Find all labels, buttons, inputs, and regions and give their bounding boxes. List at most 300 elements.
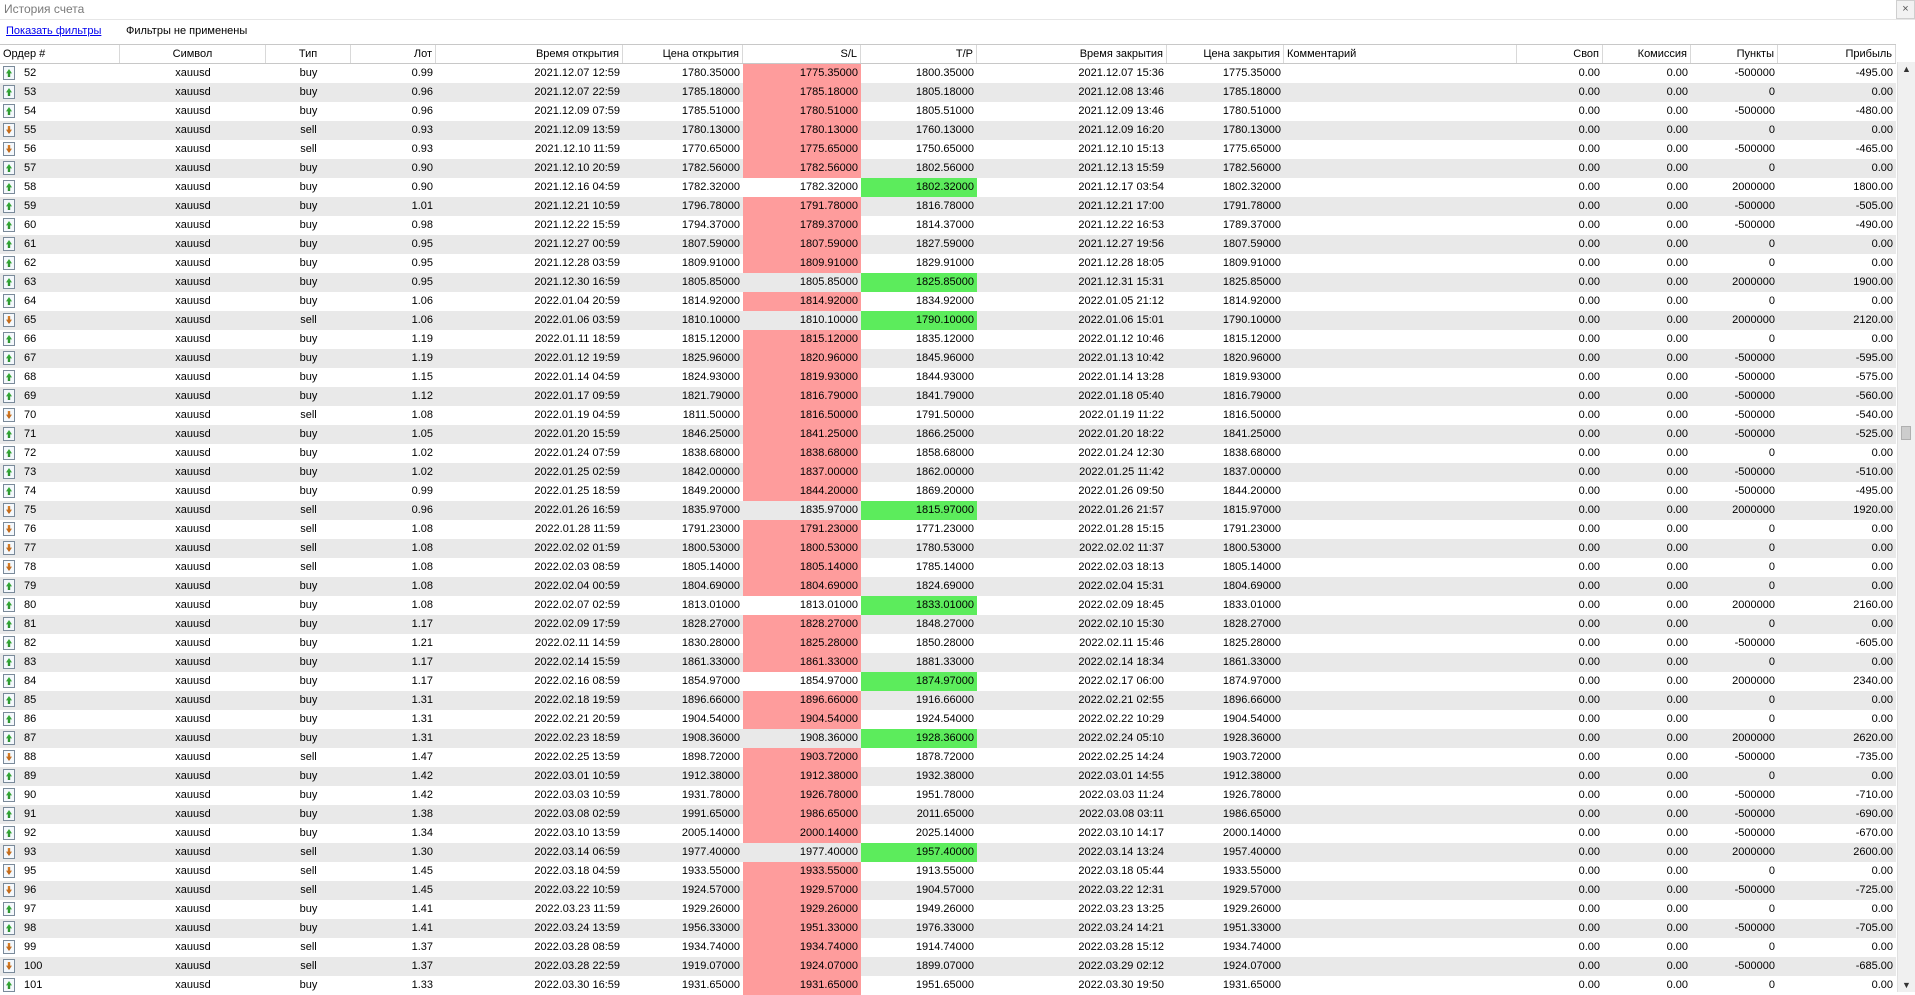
table-row[interactable]: [0, 919, 1896, 938]
lot-cell: 1.45: [411, 884, 433, 896]
type-cell: buy: [299, 390, 318, 402]
close-price-cell: 1815.97000: [1222, 504, 1281, 516]
vertical-scrollbar[interactable]: [1897, 62, 1915, 992]
symbol-cell: xauusd: [175, 922, 211, 934]
open-time-cell: 2021.12.30 16:59: [534, 276, 620, 288]
sl-cell: 1775.35000: [743, 64, 861, 83]
sl-cell: 1816.50000: [743, 406, 861, 425]
comment-cell: [1284, 425, 1517, 444]
column-header-commission[interactable]: Комиссия: [1603, 45, 1691, 63]
table-row[interactable]: [0, 900, 1896, 919]
swap-cell: 0.00: [1578, 409, 1600, 421]
comment-cell: [1284, 805, 1517, 824]
table-row[interactable]: [0, 311, 1896, 330]
tp-cell: 1771.23000: [915, 523, 974, 535]
sell-order-icon: [3, 959, 15, 973]
close-price-cell: 1833.01000: [1222, 599, 1281, 611]
table-row[interactable]: [0, 159, 1896, 178]
lot-cell: 1.08: [411, 599, 433, 611]
comment-cell: [1284, 691, 1517, 710]
swap-cell: 0.00: [1578, 447, 1600, 459]
lot-cell: 0.90: [411, 162, 433, 174]
table-row[interactable]: [0, 539, 1896, 558]
points-cell: -500000: [1734, 960, 1775, 972]
profit-cell: -690.00: [1855, 808, 1893, 820]
tp-cell: 1835.12000: [915, 333, 974, 345]
symbol-cell: xauusd: [175, 314, 211, 326]
lot-cell: 0.96: [411, 105, 433, 117]
close-time-cell: 2022.03.10 14:17: [1078, 827, 1164, 839]
points-cell: 0: [1768, 580, 1775, 592]
profit-cell: -540.00: [1855, 409, 1893, 421]
swap-cell: 0.00: [1578, 314, 1600, 326]
buy-order-icon: [3, 902, 15, 916]
commission-cell: 0.00: [1666, 238, 1688, 250]
open-time-cell: 2021.12.07 22:59: [534, 86, 620, 98]
table-row[interactable]: [0, 64, 1896, 83]
table-row[interactable]: [0, 748, 1896, 767]
lot-cell: 1.15: [411, 371, 433, 383]
profit-cell: 1800.00: [1853, 181, 1893, 193]
close-time-cell: 2022.01.12 10:46: [1078, 333, 1164, 345]
comment-cell: [1284, 577, 1517, 596]
open-price-cell: 1933.55000: [681, 865, 740, 877]
order-cell: [0, 691, 120, 710]
table-row[interactable]: [0, 596, 1896, 615]
column-header-order[interactable]: Ордер #: [0, 45, 120, 63]
commission-cell: 0.00: [1666, 523, 1688, 535]
open-price-cell: 1838.68000: [681, 447, 740, 459]
type-cell: buy: [299, 789, 318, 801]
order-number: 77: [24, 542, 37, 554]
table-row[interactable]: [0, 862, 1896, 881]
symbol-cell: xauusd: [175, 751, 211, 763]
table-row[interactable]: [0, 691, 1896, 710]
symbol-cell: xauusd: [175, 637, 211, 649]
commission-cell: 0.00: [1666, 485, 1688, 497]
tp-cell: 1800.35000: [915, 67, 974, 79]
profit-cell: -705.00: [1855, 922, 1893, 934]
lot-cell: 1.21: [411, 637, 433, 649]
commission-cell: 0.00: [1666, 675, 1688, 687]
open-time-cell: 2021.12.27 00:59: [534, 238, 620, 250]
table-row[interactable]: [0, 786, 1896, 805]
scroll-thumb[interactable]: [1901, 426, 1911, 440]
close-time-cell: 2022.02.22 10:29: [1078, 713, 1164, 725]
close-price-cell: 1825.28000: [1222, 637, 1281, 649]
table-row[interactable]: [0, 824, 1896, 843]
comment-cell: [1284, 368, 1517, 387]
symbol-cell: xauusd: [175, 675, 211, 687]
close-time-cell: 2022.01.26 21:57: [1078, 504, 1164, 516]
buy-order-icon: [3, 788, 15, 802]
buy-order-icon: [3, 389, 15, 403]
buy-order-icon: [3, 579, 15, 593]
sl-cell: 1780.51000: [743, 102, 861, 121]
table-row[interactable]: [0, 577, 1896, 596]
close-price-cell: 1789.37000: [1222, 219, 1281, 231]
open-time-cell: 2022.03.01 10:59: [534, 770, 620, 782]
table-row[interactable]: [0, 843, 1896, 862]
lot-cell: 1.30: [411, 846, 433, 858]
scroll-up-icon[interactable]: ▲: [1902, 64, 1911, 74]
column-header-swap[interactable]: Своп: [1517, 45, 1603, 63]
table-row[interactable]: [0, 425, 1896, 444]
lot-cell: 1.47: [411, 751, 433, 763]
symbol-cell: xauusd: [175, 523, 211, 535]
column-header-close-price[interactable]: Цена закрытия: [1167, 45, 1284, 63]
commission-cell: 0.00: [1666, 371, 1688, 383]
open-price-cell: 1830.28000: [681, 637, 740, 649]
close-time-cell: 2021.12.10 15:13: [1078, 143, 1164, 155]
open-price-cell: 1956.33000: [681, 922, 740, 934]
column-header-tp[interactable]: T/P: [861, 45, 977, 63]
lot-cell: 0.99: [411, 485, 433, 497]
table-row[interactable]: [0, 235, 1896, 254]
comment-cell: [1284, 729, 1517, 748]
swap-cell: 0.00: [1578, 523, 1600, 535]
close-price-cell: 1805.14000: [1222, 561, 1281, 573]
profit-cell: 0.00: [1871, 770, 1893, 782]
column-header-open-time[interactable]: Время открытия: [436, 45, 623, 63]
table-row[interactable]: [0, 102, 1896, 121]
open-price-cell: 1782.56000: [681, 162, 740, 174]
order-cell: [0, 957, 120, 976]
type-cell: buy: [299, 219, 318, 231]
type-cell: buy: [299, 808, 318, 820]
open-time-cell: 2022.02.07 02:59: [534, 599, 620, 611]
profit-cell: -495.00: [1855, 485, 1893, 497]
comment-cell: [1284, 539, 1517, 558]
table-row[interactable]: [0, 653, 1896, 672]
type-cell: sell: [300, 542, 317, 554]
close-time-cell: 2022.03.22 12:31: [1078, 884, 1164, 896]
comment-cell: [1284, 330, 1517, 349]
points-cell: -500000: [1734, 200, 1775, 212]
table-row[interactable]: [0, 387, 1896, 406]
table-row[interactable]: [0, 444, 1896, 463]
tp-cell: 1874.97000: [861, 672, 977, 691]
tp-cell: 1928.36000: [861, 729, 977, 748]
swap-cell: 0.00: [1578, 637, 1600, 649]
comment-cell: [1284, 197, 1517, 216]
open-time-cell: 2022.02.18 19:59: [534, 694, 620, 706]
close-time-cell: 2022.02.14 18:34: [1078, 656, 1164, 668]
close-icon[interactable]: ×: [1896, 0, 1915, 19]
close-price-cell: 1957.40000: [1222, 846, 1281, 858]
open-time-cell: 2022.03.18 04:59: [534, 865, 620, 877]
table-row[interactable]: [0, 368, 1896, 387]
close-price-cell: 1825.85000: [1222, 276, 1281, 288]
open-time-cell: 2022.01.17 09:59: [534, 390, 620, 402]
commission-cell: 0.00: [1666, 865, 1688, 877]
points-cell: 0: [1768, 295, 1775, 307]
column-header-comment[interactable]: Комментарий: [1284, 45, 1517, 63]
profit-cell: -735.00: [1855, 751, 1893, 763]
symbol-cell: xauusd: [175, 371, 211, 383]
comment-cell: [1284, 140, 1517, 159]
table-row[interactable]: [0, 881, 1896, 900]
lot-cell: 1.45: [411, 865, 433, 877]
order-cell: [0, 178, 120, 197]
lot-cell: 1.31: [411, 713, 433, 725]
points-cell: 0: [1768, 941, 1775, 953]
sl-cell: 1813.01000: [799, 599, 858, 611]
comment-cell: [1284, 235, 1517, 254]
commission-cell: 0.00: [1666, 599, 1688, 611]
commission-cell: 0.00: [1666, 428, 1688, 440]
table-row[interactable]: [0, 330, 1896, 349]
show-filters-link[interactable]: Показать фильтры: [6, 25, 102, 37]
open-time-cell: 2022.03.22 10:59: [534, 884, 620, 896]
buy-order-icon: [3, 199, 15, 213]
close-price-cell: 1928.36000: [1222, 732, 1281, 744]
order-cell: [0, 919, 120, 938]
tp-cell: 1858.68000: [915, 447, 974, 459]
symbol-cell: xauusd: [175, 105, 211, 117]
buy-order-icon: [3, 275, 15, 289]
open-time-cell: 2021.12.28 03:59: [534, 257, 620, 269]
points-cell: 0: [1768, 542, 1775, 554]
profit-cell: 2620.00: [1853, 732, 1893, 744]
table-row[interactable]: [0, 197, 1896, 216]
close-price-cell: 1820.96000: [1222, 352, 1281, 364]
tp-cell: 1790.10000: [861, 311, 977, 330]
column-header-points[interactable]: Пункты: [1691, 45, 1778, 63]
open-price-cell: 1785.18000: [681, 86, 740, 98]
lot-cell: 1.19: [411, 352, 433, 364]
points-cell: -500000: [1734, 884, 1775, 896]
table-row[interactable]: [0, 121, 1896, 140]
lot-cell: 1.02: [411, 466, 433, 478]
type-cell: sell: [300, 561, 317, 573]
tp-cell: 1904.57000: [915, 884, 974, 896]
tp-cell: 1827.59000: [915, 238, 974, 250]
sl-cell: 1924.07000: [743, 957, 861, 976]
order-cell: [0, 216, 120, 235]
points-cell: -500000: [1734, 409, 1775, 421]
buy-order-icon: [3, 712, 15, 726]
sell-order-icon: [3, 503, 15, 517]
type-cell: buy: [299, 580, 318, 592]
close-price-cell: 1775.65000: [1222, 143, 1281, 155]
table-row[interactable]: [0, 634, 1896, 653]
table-row[interactable]: [0, 976, 1896, 995]
type-cell: buy: [299, 352, 318, 364]
swap-cell: 0.00: [1578, 200, 1600, 212]
window-titlebar: [0, 0, 1915, 20]
commission-cell: 0.00: [1666, 846, 1688, 858]
lot-cell: 1.06: [411, 295, 433, 307]
profit-cell: -605.00: [1855, 637, 1893, 649]
profit-cell: 0.00: [1871, 979, 1893, 991]
comment-cell: [1284, 862, 1517, 881]
points-cell: 0: [1768, 86, 1775, 98]
profit-cell: 0.00: [1871, 865, 1893, 877]
order-cell: [0, 444, 120, 463]
order-cell: [0, 197, 120, 216]
swap-cell: 0.00: [1578, 618, 1600, 630]
tp-cell: 1802.32000: [861, 178, 977, 197]
table-row[interactable]: [0, 805, 1896, 824]
order-number: 63: [24, 276, 37, 288]
swap-cell: 0.00: [1578, 903, 1600, 915]
order-cell: [0, 634, 120, 653]
order-cell: [0, 615, 120, 634]
sl-cell: 1791.23000: [743, 520, 861, 539]
points-cell: 2000000: [1732, 181, 1775, 193]
symbol-cell: xauusd: [175, 409, 211, 421]
column-header-lot[interactable]: Лот: [351, 45, 436, 63]
table-row[interactable]: [0, 254, 1896, 273]
buy-order-icon: [3, 921, 15, 935]
commission-cell: 0.00: [1666, 542, 1688, 554]
column-header-open-price[interactable]: Цена открытия: [623, 45, 743, 63]
commission-cell: 0.00: [1666, 580, 1688, 592]
table-row[interactable]: [0, 672, 1896, 691]
swap-cell: 0.00: [1578, 504, 1600, 516]
buy-order-icon: [3, 446, 15, 460]
buy-order-icon: [3, 256, 15, 270]
sell-order-icon: [3, 864, 15, 878]
order-number: 93: [24, 846, 37, 858]
tp-cell: 1815.97000: [861, 501, 977, 520]
tp-cell: 2025.14000: [915, 827, 974, 839]
buy-order-icon: [3, 332, 15, 346]
order-cell: [0, 140, 120, 159]
open-price-cell: 1813.01000: [681, 599, 740, 611]
order-cell: [0, 387, 120, 406]
buy-order-icon: [3, 85, 15, 99]
order-number: 67: [24, 352, 37, 364]
order-cell: [0, 653, 120, 672]
close-time-cell: 2022.01.28 15:15: [1078, 523, 1164, 535]
table-row[interactable]: [0, 501, 1896, 520]
table-row[interactable]: [0, 558, 1896, 577]
table-row[interactable]: [0, 938, 1896, 957]
lot-cell: 1.42: [411, 789, 433, 801]
order-number: 101: [24, 979, 43, 991]
table-row[interactable]: [0, 463, 1896, 482]
buy-order-icon: [3, 370, 15, 384]
sl-cell: 1820.96000: [743, 349, 861, 368]
table-row[interactable]: [0, 520, 1896, 539]
points-cell: 2000000: [1732, 846, 1775, 858]
table-row[interactable]: [0, 83, 1896, 102]
open-time-cell: 2022.02.16 08:59: [534, 675, 620, 687]
table-row[interactable]: [0, 273, 1896, 292]
open-time-cell: 2022.02.04 00:59: [534, 580, 620, 592]
points-cell: 2000000: [1732, 732, 1775, 744]
commission-cell: 0.00: [1666, 466, 1688, 478]
close-time-cell: 2022.02.25 14:24: [1078, 751, 1164, 763]
sl-cell: 1810.10000: [799, 314, 858, 326]
table-row[interactable]: [0, 615, 1896, 634]
swap-cell: 0.00: [1578, 979, 1600, 991]
open-time-cell: 2021.12.09 07:59: [534, 105, 620, 117]
commission-cell: 0.00: [1666, 827, 1688, 839]
order-number: 84: [24, 675, 37, 687]
lot-cell: 1.01: [411, 200, 433, 212]
type-cell: buy: [299, 675, 318, 687]
commission-cell: 0.00: [1666, 200, 1688, 212]
table-row[interactable]: [0, 349, 1896, 368]
sl-cell: 1977.40000: [799, 846, 858, 858]
profit-cell: 0.00: [1871, 333, 1893, 345]
close-time-cell: 2022.01.14 13:28: [1078, 371, 1164, 383]
open-time-cell: 2022.01.14 04:59: [534, 371, 620, 383]
table-row[interactable]: [0, 406, 1896, 425]
type-cell: buy: [299, 713, 318, 725]
tp-cell: 1914.74000: [915, 941, 974, 953]
table-row[interactable]: [0, 292, 1896, 311]
commission-cell: 0.00: [1666, 67, 1688, 79]
lot-cell: 1.17: [411, 656, 433, 668]
table-row[interactable]: [0, 957, 1896, 976]
swap-cell: 0.00: [1578, 865, 1600, 877]
open-price-cell: 1807.59000: [681, 238, 740, 250]
order-number: 80: [24, 599, 37, 611]
close-time-cell: 2022.01.05 21:12: [1078, 295, 1164, 307]
column-header-type[interactable]: Тип: [266, 45, 351, 63]
buy-order-icon: [3, 617, 15, 631]
symbol-cell: xauusd: [175, 200, 211, 212]
table-row[interactable]: [0, 767, 1896, 786]
open-time-cell: 2022.01.04 20:59: [534, 295, 620, 307]
table-row[interactable]: [0, 140, 1896, 159]
symbol-cell: xauusd: [175, 504, 211, 516]
close-price-cell: 1782.56000: [1222, 162, 1281, 174]
symbol-cell: xauusd: [175, 181, 211, 193]
profit-cell: 0.00: [1871, 694, 1893, 706]
symbol-cell: xauusd: [175, 257, 211, 269]
table-row[interactable]: [0, 729, 1896, 748]
commission-cell: 0.00: [1666, 561, 1688, 573]
order-number: 68: [24, 371, 37, 383]
order-number: 52: [24, 67, 37, 79]
type-cell: buy: [299, 447, 318, 459]
close-time-cell: 2022.02.21 02:55: [1078, 694, 1164, 706]
close-price-cell: 1780.13000: [1222, 124, 1281, 136]
column-header-symbol[interactable]: Символ: [120, 45, 266, 63]
comment-cell: [1284, 121, 1517, 140]
table-row[interactable]: [0, 482, 1896, 501]
table-row[interactable]: [0, 178, 1896, 197]
comment-cell: [1284, 292, 1517, 311]
symbol-cell: xauusd: [175, 238, 211, 250]
table-body: [0, 64, 1896, 995]
close-time-cell: 2022.01.24 12:30: [1078, 447, 1164, 459]
column-header-profit[interactable]: Прибыль: [1778, 45, 1896, 63]
table-row[interactable]: [0, 216, 1896, 235]
scroll-down-icon[interactable]: ▼: [1902, 980, 1911, 990]
close-time-cell: 2022.01.20 18:22: [1078, 428, 1164, 440]
points-cell: 0: [1768, 656, 1775, 668]
commission-cell: 0.00: [1666, 884, 1688, 896]
order-cell: [0, 710, 120, 729]
table-row[interactable]: [0, 710, 1896, 729]
sell-order-icon: [3, 750, 15, 764]
commission-cell: 0.00: [1666, 656, 1688, 668]
order-number: 92: [24, 827, 37, 839]
open-price-cell: 1796.78000: [681, 200, 740, 212]
column-header-sl[interactable]: S/L: [743, 45, 861, 63]
column-header-close-time[interactable]: Время закрытия: [977, 45, 1167, 63]
open-time-cell: 2022.01.26 16:59: [534, 504, 620, 516]
order-cell: [0, 463, 120, 482]
tp-cell: 1816.78000: [915, 200, 974, 212]
close-time-cell: 2022.02.11 15:46: [1079, 637, 1164, 649]
